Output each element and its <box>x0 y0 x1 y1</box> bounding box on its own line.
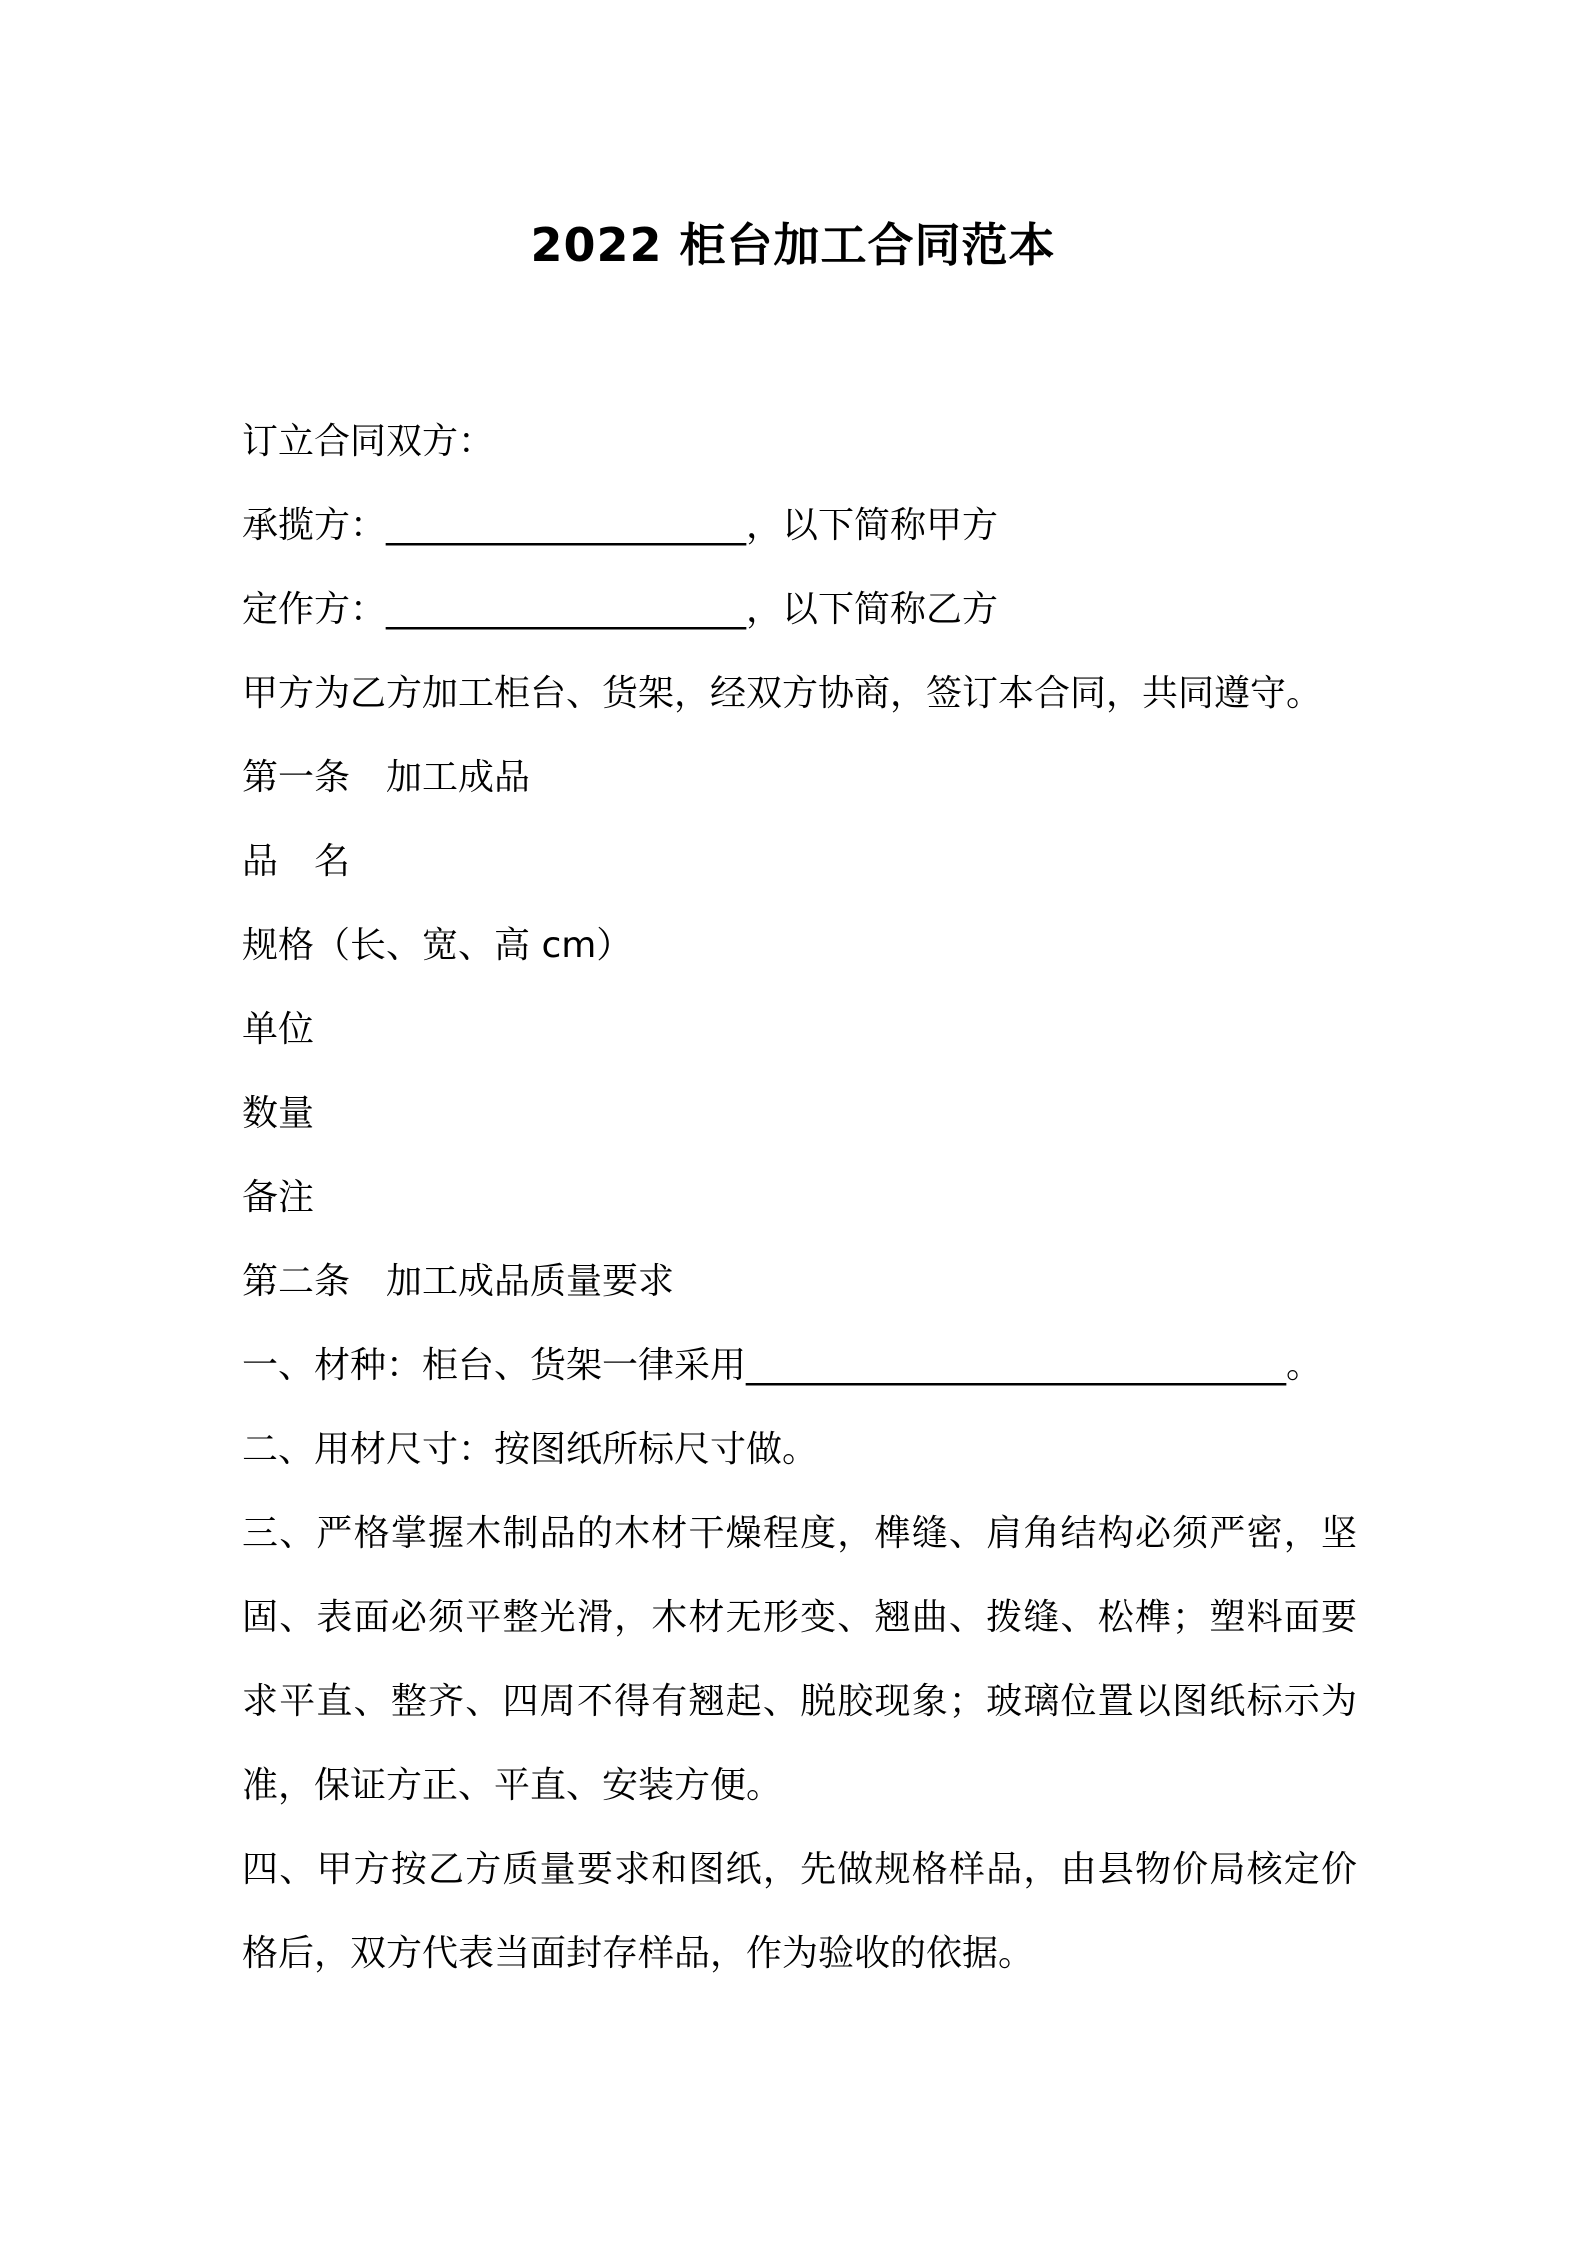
intro-statement: 甲方为乙方加工柜台、货架，经双方协商，签订本合同，共同遵守。 <box>242 673 1323 714</box>
clause-3-quality: 三、严格掌握木制品的木材干燥程度，榫缝、肩角结构必须严密，坚固、表面必须平整光滑，木材无形变、翘曲、拨缝、松榫；塑料面要求平直、整齐、四周不得有翘起、脱胶现象；玻璃位置以图纸标示为准，保证方正、平直、安装方便。 <box>242 1513 1357 1806</box>
contractor-line: 承揽方：____________________，以下简称甲方 <box>242 505 999 546</box>
field-specification: 规格（长、宽、高 cm） <box>242 925 633 966</box>
field-unit: 单位 <box>242 1009 315 1050</box>
clause-4-sample: 四、甲方按乙方质量要求和图纸，先做规格样品，由县物价局核定价格后，双方代表当面封存样品，作为验收的依据。 <box>242 1849 1357 1974</box>
field-product-name: 品 名 <box>242 841 351 882</box>
document-title: 2022 柜台加工合同范本 <box>530 218 1056 272</box>
article-2-heading: 第二条 加工成品质量要求 <box>242 1261 675 1302</box>
parties-heading: 订立合同双方： <box>242 421 495 462</box>
article-1-heading: 第一条 加工成品 <box>242 757 531 798</box>
field-remarks: 备注 <box>242 1177 315 1218</box>
document-body <box>242 400 1357 1996</box>
clause-2-dimensions: 二、用材尺寸：按图纸所标尺寸做。 <box>242 1429 819 1470</box>
client-line: 定作方：____________________，以下简称乙方 <box>242 589 999 630</box>
field-quantity: 数量 <box>242 1093 315 1134</box>
clause-1-material: 一、材种：柜台、货架一律采用______________________________。 <box>242 1345 1323 1386</box>
